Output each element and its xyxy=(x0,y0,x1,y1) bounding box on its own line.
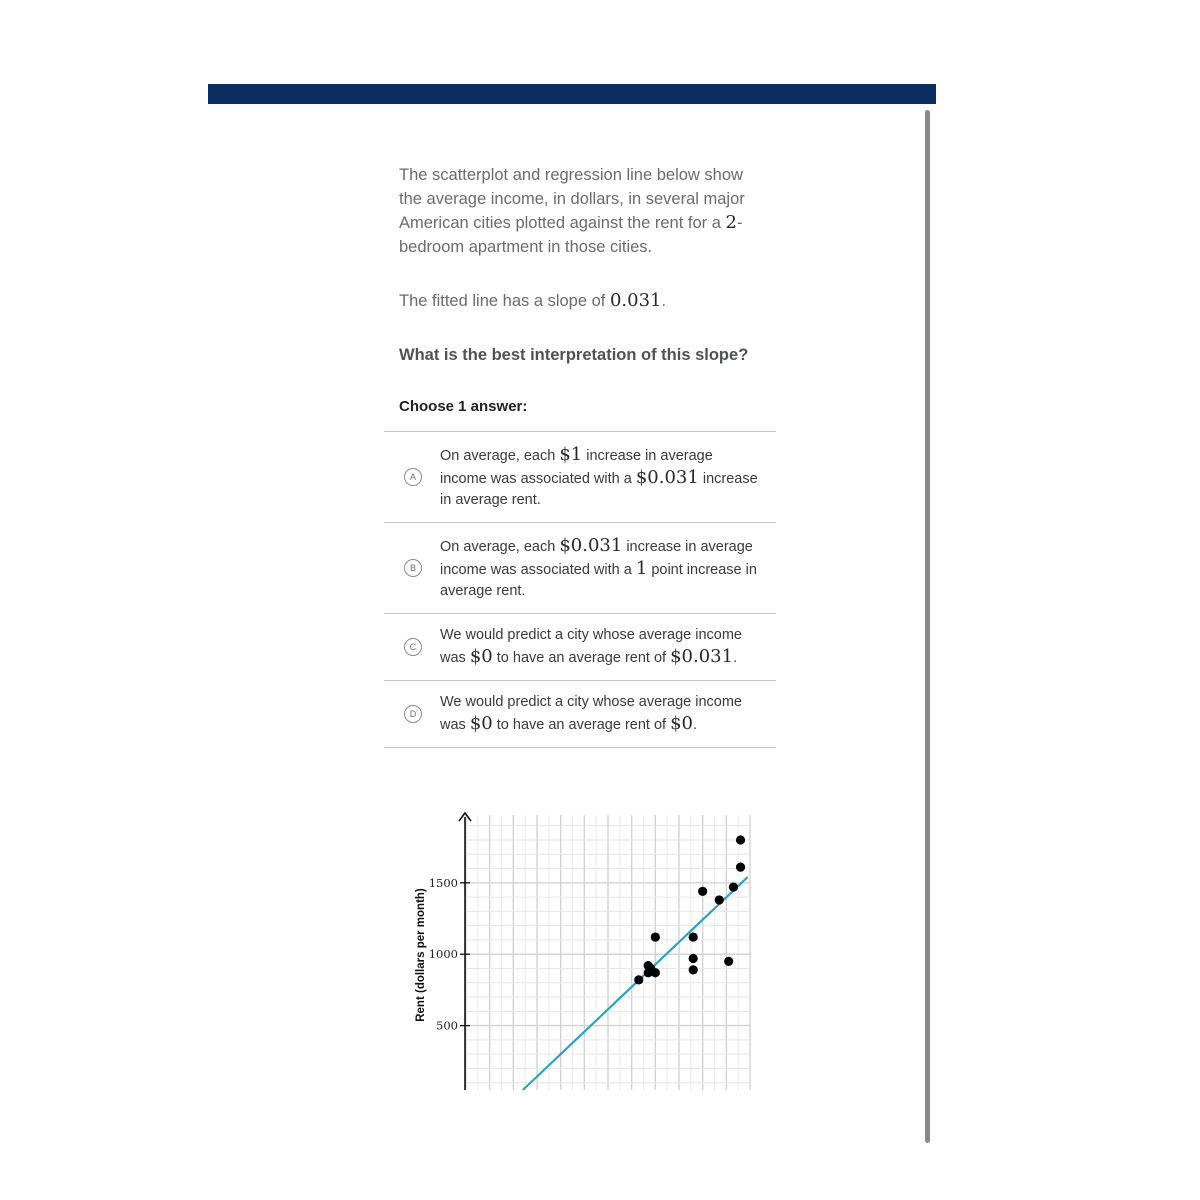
choice-d-m1: $0 xyxy=(469,713,493,734)
scrollbar[interactable] xyxy=(925,110,930,1143)
question-prompt: What is the best interpretation of this slope? xyxy=(399,346,749,364)
choice-d[interactable] xyxy=(384,681,776,748)
choice-c-radio[interactable]: C xyxy=(404,638,422,656)
choice-c[interactable] xyxy=(384,614,776,681)
choice-d-t3: . xyxy=(692,717,698,733)
y-tick-label: 500 xyxy=(436,1018,458,1033)
exercise-content xyxy=(384,160,776,748)
data-point xyxy=(736,835,745,844)
data-point xyxy=(651,968,660,977)
header-bar xyxy=(208,84,936,104)
slope-value: 0.031 xyxy=(609,290,662,311)
choice-b-radio[interactable]: B xyxy=(404,559,422,577)
data-point xyxy=(651,932,660,941)
choose-label: Choose 1 answer: xyxy=(399,398,528,415)
data-point xyxy=(724,957,733,966)
data-point xyxy=(736,862,745,871)
answer-choices xyxy=(384,431,776,748)
y-ticks xyxy=(429,876,470,1033)
choice-a-t2: increase in average income was associated with a xyxy=(440,447,713,487)
choice-b-t1: On average, each xyxy=(440,538,560,555)
question-intro xyxy=(399,163,761,259)
choice-d-t2: to have an average rent of xyxy=(492,717,671,733)
choice-b[interactable] xyxy=(384,523,776,614)
choice-c-m2: $0.031 xyxy=(670,646,734,667)
choice-c-text xyxy=(440,625,776,669)
data-point xyxy=(698,887,707,896)
data-points xyxy=(634,835,745,984)
data-point xyxy=(729,882,738,891)
slope-suffix: . xyxy=(661,292,667,310)
choice-a-text xyxy=(440,444,776,511)
slope-statement xyxy=(399,289,761,313)
slope-prefix: The fitted line has a slope of xyxy=(399,292,610,310)
choice-c-t1: We would predict a city whose average income was xyxy=(440,627,742,666)
choice-b-t2: increase in average income was associated with a xyxy=(440,538,753,578)
y-axis-label: Rent (dollars per month) xyxy=(415,888,427,1022)
regression-line xyxy=(523,877,748,1090)
choice-b-text xyxy=(440,535,776,602)
scatterplot xyxy=(400,805,760,1095)
intro-text-2: -bedroom apartment in those cities. xyxy=(399,214,743,256)
intro-math: 2 xyxy=(725,212,737,233)
choice-a-m2: $0.031 xyxy=(635,466,699,488)
data-point xyxy=(689,954,698,963)
choice-c-t3: . xyxy=(733,650,738,666)
choice-a-t3: increase in average rent. xyxy=(440,470,758,508)
choice-b-t3: point increase in average rent. xyxy=(440,561,757,599)
data-point xyxy=(689,965,698,974)
y-tick-label: 1000 xyxy=(428,947,458,962)
choice-d-text xyxy=(440,692,776,736)
choice-b-m2: 1 xyxy=(635,557,648,579)
choice-c-t2: to have an average rent of xyxy=(492,650,671,666)
choice-c-m1: $0 xyxy=(469,646,493,667)
grid xyxy=(466,815,750,1090)
data-point xyxy=(689,932,698,941)
choice-d-t1: We would predict a city whose average income was xyxy=(440,694,742,733)
choice-a-radio[interactable]: A xyxy=(404,468,422,486)
choice-a-t1: On average, each xyxy=(440,447,560,464)
choice-d-m2: $0 xyxy=(670,713,693,734)
data-point xyxy=(634,975,643,984)
intro-text-1: The scatterplot and regression line below show the average income, in dollars, in several major American cities plotted against the rent for a xyxy=(399,166,745,232)
choice-b-m1: $0.031 xyxy=(559,534,623,556)
y-tick-label: 1500 xyxy=(428,875,458,890)
data-point xyxy=(715,895,724,904)
choice-a-m1: $1 xyxy=(559,443,583,465)
choice-a[interactable] xyxy=(384,432,776,523)
choice-d-radio[interactable]: D xyxy=(404,705,422,723)
